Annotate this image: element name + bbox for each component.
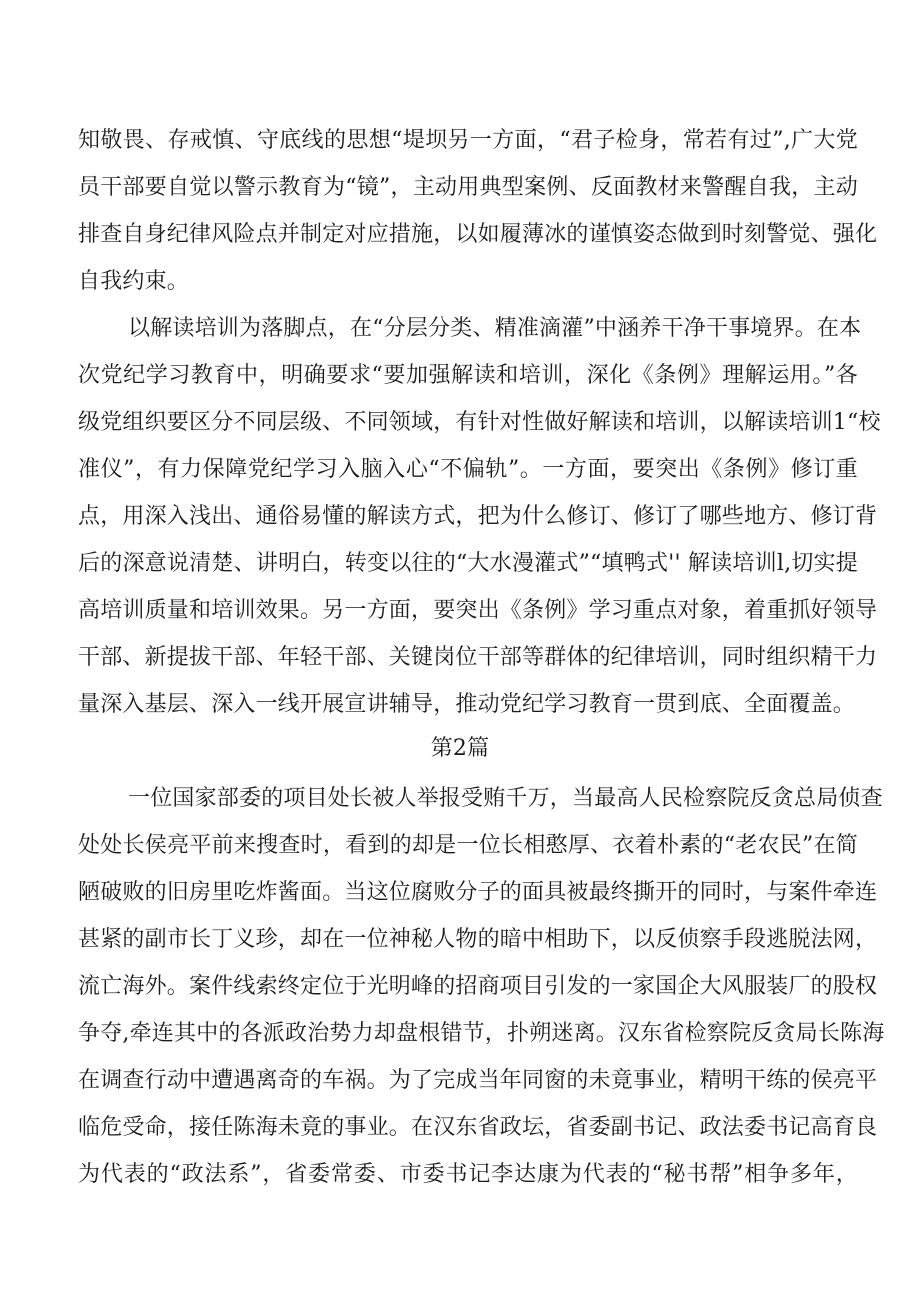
paragraph-2-line-7: 高培训质量和培训效果。另一方面，要突出《条例》学习重点对象，着重抓好领导 xyxy=(78,598,878,623)
paragraph-1-line-2: 员干部要自觉以警示教育为“镜”，主动用典型案例、反面教材来警醒自我，主动 xyxy=(78,175,858,200)
paragraph-2-line-8: 干部、新提拔干部、年轻干部、关键岗位干部等群体的纪律培训，同时组织精干力 xyxy=(78,645,878,670)
paragraph-1-line-3: 排查自身纪律风险点并制定对应措施，以如履薄冰的谨慎姿态做到时刻警觉、强化 xyxy=(78,222,878,247)
paragraph-2-line-9: 量深入基层、深入一线开展宣讲辅导，推动党纪学习教育一贯到底、全面覆盖。 xyxy=(78,692,856,717)
paragraph-3-line-1: 一位国家部委的项目处长被人举报受贿千万，当最高人民检察院反贪总局侦查 xyxy=(128,786,883,811)
paragraph-1-line-4: 自我约束。 xyxy=(78,269,190,294)
paragraph-2-line-2: 次党纪学习教育中，明确要求“要加强解读和培训，深化《条例》理解运用。”各 xyxy=(78,363,858,388)
paragraph-3-line-6: 争夺,牵连其中的各派政治势力却盘根错节，扑朔迷离。汉东省检察院反贪局长陈海 xyxy=(78,1021,885,1046)
section-heading: 第2篇 xyxy=(430,736,490,761)
paragraph-2-line-6: 后的深意说清楚、讲明白，转变以往的“大水漫灌式”“填鸭式'' 解读培训l,切实提 xyxy=(78,551,858,576)
paragraph-3-line-5: 流亡海外。案件线索终定位于光明峰的招商项目引发的一家国企大风服装厂的股权 xyxy=(78,974,878,999)
paragraph-2-line-5: 点，用深入浅出、通俗易懂的解读方式，把为什么修订、修订了哪些地方、修订背 xyxy=(78,504,878,529)
paragraph-2-line-1: 以解读培训为落脚点，在“分层分类、精准滴灌”中涵养干净干事境界。在本 xyxy=(128,316,862,341)
paragraph-3-line-8: 临危受命，接任陈海未竟的事业。在汉东省政坛，省委副书记、政法委书记高育良 xyxy=(78,1115,878,1140)
paragraph-3-line-4: 甚紧的副市长丁义珍，却在一位神秘人物的暗中相助下，以反侦察手段逃脱法网， xyxy=(78,927,878,952)
paragraph-2-line-4: 准仪”，有力保障党纪学习入脑入心“不偏轨”。一方面，要突出《条例》修订重 xyxy=(78,457,858,482)
paragraph-3-line-9: 为代表的“政法系”，省委常委、市委书记李达康为代表的“秘书帮”相争多年， xyxy=(78,1162,858,1187)
paragraph-3-line-7: 在调查行动中遭遇离奇的车祸。为了完成当年同窗的未竟事业，精明干练的侯亮平 xyxy=(78,1068,878,1093)
paragraph-3-line-2: 处处长侯亮平前来搜查时，看到的却是一位长相憨厚、衣着朴素的“老农民”在简 xyxy=(78,833,858,858)
paragraph-2-line-3: 级党组织要区分不同层级、不同领域，有针对性做好解读和培训，以解读培训1“校 xyxy=(78,410,881,435)
paragraph-3-line-3: 陋破败的旧房里吃炸酱面。当这位腐败分子的面具被最终撕开的同时，与案件牵连 xyxy=(78,880,878,905)
paragraph-1-line-1: 知敬畏、存戒慎、守底线的思想“堤坝另一方面，“君子检身，常若有过”,广大党 xyxy=(78,128,858,153)
